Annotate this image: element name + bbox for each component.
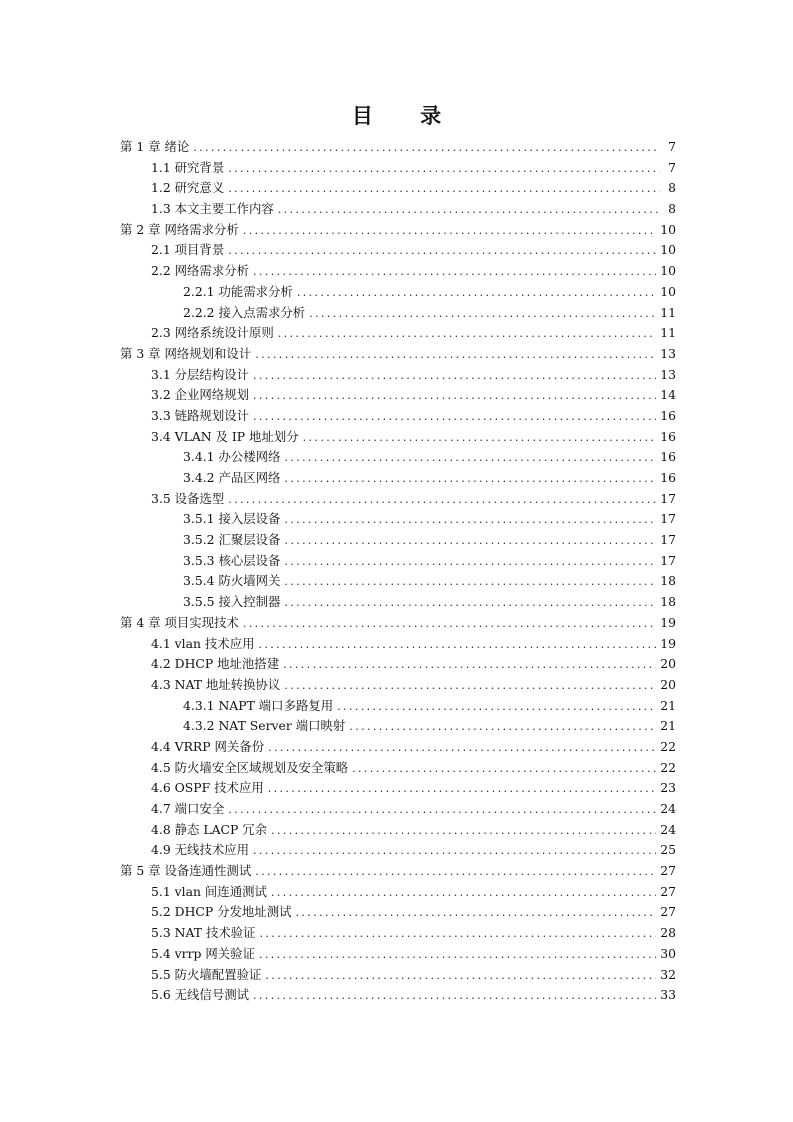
toc-entry[interactable] (120, 220, 676, 241)
toc-entry-label: 2.1 项目背景 (151, 242, 225, 258)
toc-entry-page-number: 8 (668, 180, 676, 196)
toc-entry-label: 4.3 NAT 地址转换协议 (151, 676, 281, 692)
toc-entry-label: 4.5 防火墙安全区域规划及安全策略 (151, 759, 349, 775)
toc-dot-leader (284, 469, 656, 490)
toc-entry-label: 5.4 vrrp 网关验证 (151, 945, 255, 961)
toc-entry-page-number: 23 (660, 780, 676, 796)
toc-entry[interactable] (120, 758, 676, 779)
toc-entry-label: 5.5 防火墙配置验证 (151, 966, 262, 982)
toc-entry[interactable] (120, 344, 676, 365)
toc-entry[interactable] (120, 571, 676, 592)
toc-entry-page-number: 27 (660, 883, 676, 899)
toc-dot-leader (265, 966, 656, 987)
toc-entry[interactable] (120, 696, 676, 717)
toc-entry-page-number: 16 (660, 428, 676, 444)
toc-entry[interactable] (120, 261, 676, 282)
toc-entry-page-number: 20 (660, 676, 676, 692)
toc-entry-label: 4.3.1 NAPT 端口多路复用 (183, 697, 334, 713)
toc-entry[interactable] (120, 654, 676, 675)
toc-entry[interactable] (120, 716, 676, 737)
toc-entry-page-number: 10 (660, 221, 676, 237)
toc-entry-label: 第 4 章 项目实现技术 (120, 614, 239, 630)
toc-dot-leader (284, 531, 656, 552)
toc-entry-label: 5.1 vlan 间连通测试 (151, 883, 267, 899)
toc-dot-leader (255, 862, 656, 883)
toc-dot-leader (278, 324, 656, 345)
toc-entry-page-number: 21 (660, 697, 676, 713)
toc-dot-leader (278, 200, 660, 221)
toc-dot-leader (268, 779, 656, 800)
toc-dot-leader (253, 262, 656, 283)
toc-entry[interactable] (120, 406, 676, 427)
toc-entry[interactable] (120, 178, 676, 199)
toc-entry-label: 4.2 DHCP 地址池搭建 (151, 656, 280, 672)
toc-entry-label: 3.5 设备选型 (151, 490, 225, 506)
toc-entry[interactable] (120, 840, 676, 861)
toc-entry-label: 第 2 章 网络需求分析 (120, 221, 239, 237)
toc-entry[interactable] (120, 778, 676, 799)
toc-entry[interactable] (120, 613, 676, 634)
toc-dot-leader (193, 138, 660, 159)
toc-dot-leader (255, 345, 656, 366)
toc-entry[interactable] (120, 923, 676, 944)
toc-entry-label: 5.2 DHCP 分发地址测试 (151, 904, 292, 920)
toc-entry-label: 3.2 企业网络规划 (151, 387, 249, 403)
toc-entry-page-number: 20 (660, 656, 676, 672)
toc-entry[interactable] (120, 365, 676, 386)
toc-entry-page-number: 17 (660, 490, 676, 506)
toc-entry-page-number: 17 (660, 511, 676, 527)
toc-dot-leader (284, 552, 656, 573)
toc-entry[interactable] (120, 965, 676, 986)
toc-entry-label: 2.3 网络系统设计原则 (151, 325, 274, 341)
toc-entry-label: 第 1 章 绪论 (120, 139, 190, 154)
toc-entry[interactable] (120, 240, 676, 261)
toc-entry-label: 5.3 NAT 技术验证 (151, 925, 256, 941)
toc-entry-label: 4.3.2 NAT Server 端口映射 (183, 718, 346, 734)
toc-entry-page-number: 7 (668, 139, 676, 154)
toc-entry-label: 5.6 无线信号测试 (151, 987, 249, 1003)
toc-dot-leader (228, 179, 660, 200)
toc-entry-page-number: 11 (660, 325, 676, 341)
toc-dot-leader (268, 738, 656, 759)
toc-entry[interactable] (120, 882, 676, 903)
toc-entry-label: 3.5.4 防火墙网关 (183, 573, 281, 589)
toc-dot-leader (271, 883, 656, 904)
toc-dot-leader (303, 428, 657, 449)
toc-entry[interactable] (120, 303, 676, 324)
toc-dot-leader (253, 986, 656, 1007)
toc-dot-leader (295, 903, 656, 924)
toc-entry-page-number: 18 (660, 594, 676, 610)
toc-entry-page-number: 13 (660, 366, 676, 382)
toc-entry-label: 4.9 无线技术应用 (151, 842, 249, 858)
toc-dot-leader (271, 821, 656, 842)
toc-entry-page-number: 27 (660, 863, 676, 879)
toc-entry[interactable] (120, 634, 676, 655)
toc-title: 目 录 (351, 104, 462, 128)
toc-entry-label: 1.2 研究意义 (151, 180, 225, 196)
toc-entry[interactable] (120, 944, 676, 965)
toc-entry-page-number: 33 (660, 987, 676, 1003)
toc-entry-page-number: 22 (660, 759, 676, 775)
toc-entry-page-number: 25 (660, 842, 676, 858)
toc-dot-leader (228, 159, 660, 180)
toc-dot-leader (284, 448, 656, 469)
toc-entry[interactable] (120, 137, 676, 158)
toc-entry-page-number: 24 (660, 821, 676, 837)
toc-entry[interactable] (120, 385, 676, 406)
toc-entry[interactable] (120, 468, 676, 489)
toc-dot-leader (253, 841, 656, 862)
toc-dot-leader (228, 241, 656, 262)
toc-entry-label: 2.2.1 功能需求分析 (183, 283, 293, 299)
toc-entry[interactable] (120, 530, 676, 551)
toc-entry-label: 3.5.2 汇聚层设备 (183, 532, 281, 548)
toc-entry-label: 1.1 研究背景 (151, 159, 225, 175)
toc-dot-leader (349, 717, 656, 738)
toc-entry[interactable] (120, 427, 676, 448)
toc-entry[interactable] (120, 158, 676, 179)
toc-entry-label: 3.4.2 产品区网络 (183, 470, 281, 485)
toc-entry-page-number: 17 (660, 552, 676, 568)
toc-entry-page-number: 16 (660, 470, 676, 485)
toc-dot-leader (253, 366, 656, 387)
toc-dot-leader (260, 924, 657, 945)
toc-dot-leader (337, 697, 656, 718)
toc-entry[interactable] (120, 985, 676, 1006)
toc-entry-label: 2.2 网络需求分析 (151, 263, 249, 279)
toc-entry-page-number: 10 (660, 283, 676, 299)
toc-entry-page-number: 27 (660, 904, 676, 920)
toc-dot-leader (352, 759, 656, 780)
toc-entry-page-number: 11 (660, 304, 676, 320)
toc-entry[interactable] (120, 737, 676, 758)
table-of-contents (120, 137, 676, 1006)
toc-entry[interactable] (120, 509, 676, 530)
toc-entry-label: 4.4 VRRP 网关备份 (151, 738, 265, 754)
toc-entry[interactable] (120, 820, 676, 841)
toc-dot-leader (284, 676, 656, 697)
toc-dot-leader (309, 304, 656, 325)
toc-entry-page-number: 10 (660, 242, 676, 258)
toc-dot-leader (284, 572, 656, 593)
toc-dot-leader (228, 800, 656, 821)
toc-dot-leader (243, 614, 656, 635)
toc-entry-label: 2.2.2 接入点需求分析 (183, 304, 306, 320)
toc-dot-leader (297, 283, 656, 304)
toc-entry-label: 4.7 端口安全 (151, 801, 225, 816)
toc-dot-leader (228, 490, 656, 511)
toc-entry[interactable] (120, 282, 676, 303)
toc-dot-leader (253, 386, 656, 407)
toc-entry-page-number: 28 (660, 925, 676, 941)
toc-entry-label: 3.1 分层结构设计 (151, 366, 249, 382)
toc-entry[interactable] (120, 675, 676, 696)
toc-dot-leader (284, 510, 656, 531)
toc-entry-label: 3.3 链路规划设计 (151, 407, 249, 423)
toc-entry[interactable] (120, 447, 676, 468)
toc-entry-page-number: 30 (660, 945, 676, 961)
toc-entry-page-number: 13 (660, 345, 676, 361)
toc-dot-leader (243, 221, 656, 242)
toc-entry-page-number: 10 (660, 263, 676, 279)
toc-dot-leader (258, 635, 656, 656)
toc-dot-leader (259, 945, 656, 966)
toc-entry[interactable] (120, 489, 676, 510)
toc-entry-label: 第 5 章 设备连通性测试 (120, 863, 252, 879)
toc-entry-page-number: 7 (668, 159, 676, 175)
toc-entry-label: 4.8 静态 LACP 冗余 (151, 821, 268, 837)
toc-entry[interactable] (120, 199, 676, 220)
toc-entry-page-number: 24 (660, 801, 676, 816)
toc-entry-label: 3.4 VLAN 及 IP 地址划分 (151, 428, 299, 444)
toc-entry-label: 4.6 OSPF 技术应用 (151, 780, 264, 796)
toc-entry-page-number: 19 (660, 635, 676, 651)
toc-entry-page-number: 18 (660, 573, 676, 589)
toc-entry-label: 3.5.3 核心层设备 (183, 552, 281, 568)
toc-entry[interactable] (120, 902, 676, 923)
toc-entry-label: 第 3 章 网络规划和设计 (120, 345, 252, 361)
toc-entry-page-number: 22 (660, 738, 676, 754)
toc-entry-page-number: 21 (660, 718, 676, 734)
toc-dot-leader (253, 407, 656, 428)
toc-entry-page-number: 16 (660, 449, 676, 465)
toc-entry[interactable] (120, 861, 676, 882)
toc-entry-page-number: 16 (660, 407, 676, 423)
toc-entry-page-number: 17 (660, 532, 676, 548)
toc-entry[interactable] (120, 551, 676, 572)
toc-entry-label: 3.4.1 办公楼网络 (183, 449, 281, 465)
toc-dot-leader (283, 655, 656, 676)
toc-entry[interactable] (120, 323, 676, 344)
toc-entry-label: 3.5.1 接入层设备 (183, 511, 281, 527)
toc-entry-page-number: 14 (660, 387, 676, 403)
toc-dot-leader (284, 593, 656, 614)
toc-entry[interactable] (120, 592, 676, 613)
toc-entry-page-number: 19 (660, 614, 676, 630)
toc-entry-page-number: 32 (660, 966, 676, 982)
toc-entry-label: 4.1 vlan 技术应用 (151, 635, 255, 651)
toc-entry-page-number: 8 (668, 201, 676, 217)
toc-entry-label: 1.3 本文主要工作内容 (151, 201, 274, 217)
toc-entry[interactable] (120, 799, 676, 820)
toc-entry-label: 3.5.5 接入控制器 (183, 594, 281, 610)
